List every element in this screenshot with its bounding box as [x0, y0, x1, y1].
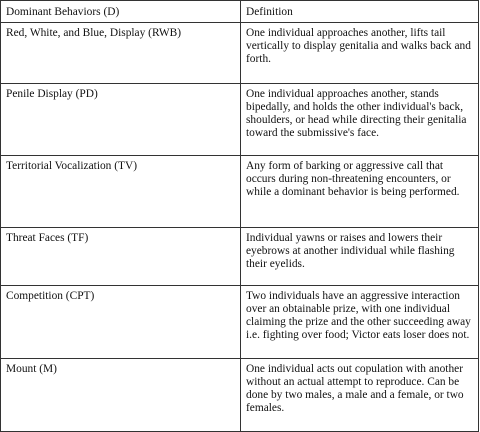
behavior-cell: Red, White, and Blue, Display (RWB) [1, 23, 241, 84]
definition-cell: Individual yawns or raises and lowers their eyebrows at another individual while flashing their eyelids. [241, 228, 479, 286]
header-row [1, 1, 479, 23]
table-row [1, 23, 479, 84]
definition-cell: Any form of barking or aggressive call that occurs during non-threatening encounters, or while a dominant behavior is being performed. [241, 156, 479, 228]
table-row [1, 156, 479, 228]
definition-cell: One individual approaches another, stands bipedally, and holds the other individual's back, shoulders, or head while directing their genitalia toward the submissive's face. [241, 84, 479, 156]
behavior-cell: Competition (CPT) [1, 286, 241, 359]
table-header [1, 1, 479, 23]
header-definition: Definition [241, 1, 479, 23]
table-row [1, 228, 479, 286]
behavior-cell: Territorial Vocalization (TV) [1, 156, 241, 228]
behavior-cell: Threat Faces (TF) [1, 228, 241, 286]
table-row [1, 359, 479, 432]
table-body [1, 23, 479, 432]
definition-cell: Two individuals have an aggressive interaction over an obtainable prize, with one individual claiming the prize and the other succeeding away i.e. fighting over food; Victor eats loser does not. [241, 286, 479, 359]
definition-cell: One individual acts out copulation with another without an actual attempt to reproduce. Can be done by two males, a male and a female, or two females. [241, 359, 479, 432]
definition-cell: One individual approaches another, lifts tail vertically to display genitalia and walks back and forth. [241, 23, 479, 84]
behavior-cell: Mount (M) [1, 359, 241, 432]
table-row [1, 84, 479, 156]
behavior-cell: Penile Display (PD) [1, 84, 241, 156]
header-behavior: Dominant Behaviors (D) [1, 1, 241, 23]
table-row [1, 286, 479, 359]
